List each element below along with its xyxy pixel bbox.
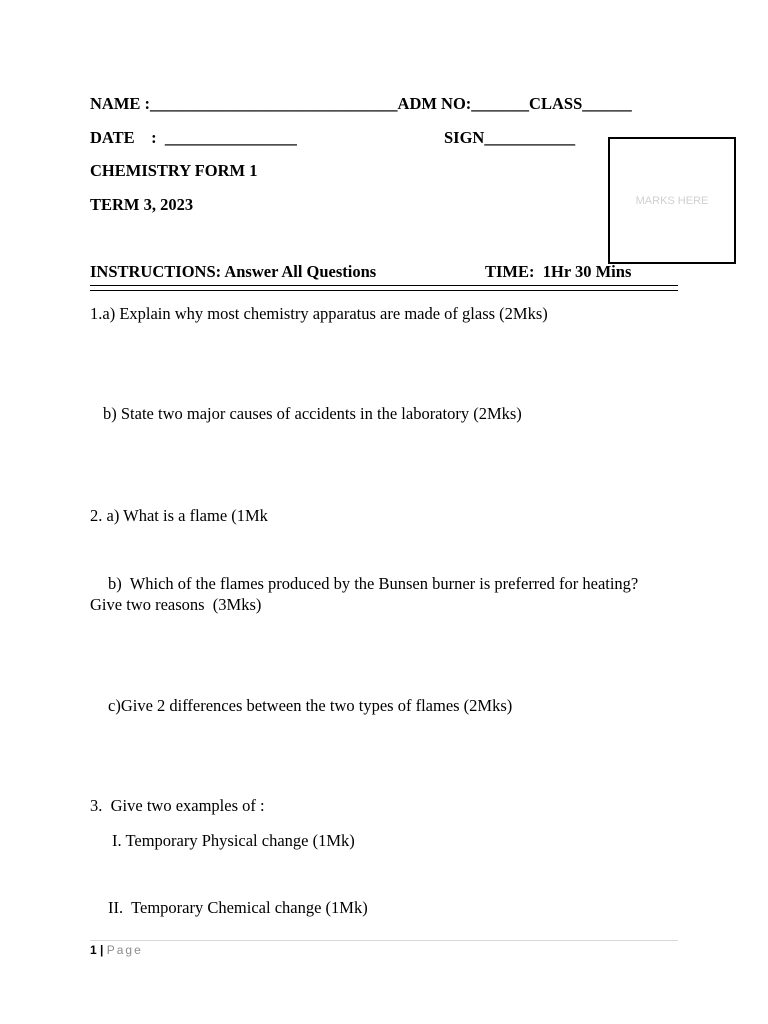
footer-rule [90,940,678,941]
term-title: TERM 3, 2023 [90,195,194,214]
question-3: 3. Give two examples of : [90,796,265,815]
footer-separator: | [100,943,104,957]
question-2b-line2: Give two reasons (3Mks) [90,595,262,614]
name-adm-class-line: NAME :______________________________ADM NO:_______CLASS______ [90,94,632,113]
page-word: Page [106,943,143,957]
instructions: INSTRUCTIONS: Answer All Questions [90,262,377,281]
sign-line: SIGN___________ [444,128,576,147]
question-2c: c)Give 2 differences between the two types of flames (2Mks) [108,696,513,715]
subject-title: CHEMISTRY FORM 1 [90,161,258,180]
question-1a: 1.a) Explain why most chemistry apparatus are made of glass (2Mks) [90,304,548,323]
question-1b: b) State two major causes of accidents in the laboratory (2Mks) [103,404,522,423]
question-3-ii: II. Temporary Chemical change (1Mk) [108,898,368,917]
marks-box-label: MARKS HERE [635,195,709,207]
header-double-rule [90,285,678,291]
page-number: 1 [90,943,97,957]
marks-box [608,137,736,264]
page-footer [90,943,143,957]
time-allowed: TIME: 1Hr 30 Mins [485,262,632,281]
date-line: DATE : ________________ [90,128,297,147]
question-3-i: I. Temporary Physical change (1Mk) [112,831,355,850]
question-2b-line1: b) Which of the flames produced by the Bunsen burner is preferred for heating? [108,574,639,593]
question-2a: 2. a) What is a flame (1Mk [90,506,268,525]
